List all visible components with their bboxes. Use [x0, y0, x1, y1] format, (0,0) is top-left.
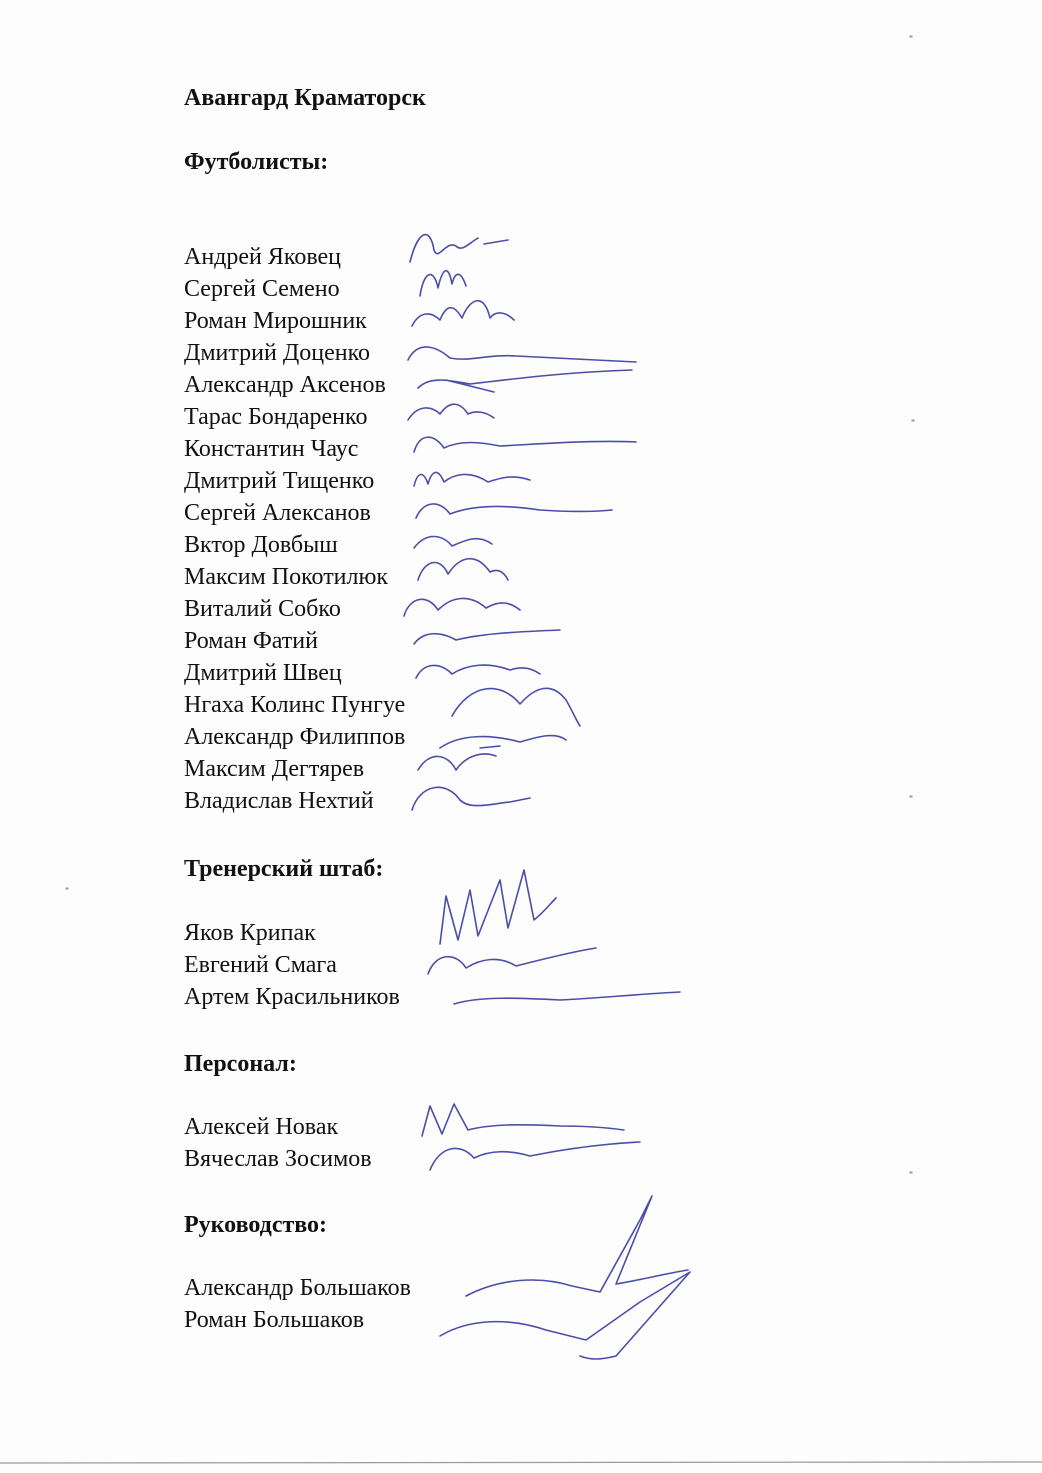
signature-18: [412, 787, 530, 810]
scan-dot: [66, 888, 68, 889]
player-name: Дмитрий Доценко: [184, 340, 371, 366]
player-name: Вктор Довбыш: [184, 532, 338, 558]
signature-5: [418, 370, 632, 392]
players-heading: Футболисты:: [184, 149, 329, 175]
scan-edge-line: [0, 1462, 1042, 1463]
player-name: Андрей Яковец: [184, 244, 342, 270]
signature-coach-3: [454, 992, 680, 1004]
coach-name: Артем Красильников: [184, 984, 400, 1010]
player-name: Виталий Собко: [184, 596, 341, 622]
scan-dot: [910, 796, 912, 797]
signature-1: [410, 235, 508, 262]
player-name: Сергей Семено: [184, 276, 340, 302]
player-name: Владислав Нехтий: [184, 788, 374, 814]
player-name: Тарас Бондаренко: [184, 404, 368, 430]
coach-name: Яков Крипак: [184, 920, 316, 946]
player-name: Роман Фатий: [184, 628, 318, 654]
management-heading: Руководство:: [184, 1212, 328, 1238]
signature-3: [412, 301, 514, 326]
management-list: [184, 1272, 411, 1336]
staff-list: [184, 1111, 372, 1175]
scan-dot: [910, 36, 912, 37]
player-name: Максим Дегтярев: [184, 756, 365, 782]
signature-16: [440, 736, 566, 748]
signature-2: [420, 271, 466, 296]
signature-8: [414, 472, 530, 486]
signature-17: [418, 746, 500, 770]
coaches-heading: Тренерский штаб:: [184, 856, 384, 882]
signature-7: [414, 437, 636, 452]
signature-10: [414, 537, 492, 549]
signature-4: [408, 347, 636, 362]
player-name: Сергей Алексанов: [184, 500, 371, 526]
player-name: Максим Покотилюк: [184, 564, 389, 590]
staff-name: Вячеслав Зосимов: [184, 1146, 372, 1172]
scan-dot: [910, 1172, 912, 1173]
signature-staff-2: [430, 1142, 640, 1170]
signature-15: [452, 688, 580, 726]
signature-14: [416, 665, 540, 678]
staff-name: Алексей Новак: [184, 1114, 339, 1140]
signature-coach-1: [440, 870, 556, 944]
signature-11: [418, 559, 508, 580]
players-list: [184, 241, 405, 817]
player-name: Александр Аксенов: [184, 372, 386, 398]
manager-name: Роман Большаков: [184, 1307, 365, 1333]
player-name: Дмитрий Тищенко: [184, 468, 375, 494]
signature-9: [416, 504, 612, 518]
signature-13: [414, 630, 560, 644]
player-name: Александр Филиппов: [184, 724, 406, 750]
signature-staff-1: [422, 1104, 624, 1136]
manager-name: Александр Большаков: [184, 1275, 411, 1301]
signature-coach-2: [428, 948, 596, 974]
signature-6: [408, 404, 494, 420]
coach-name: Евгений Смага: [184, 952, 337, 978]
player-name: Роман Мирошник: [184, 308, 367, 334]
signature-mgmt-1: [466, 1196, 688, 1296]
player-name: Дмитрий Швец: [184, 660, 342, 686]
coaches-list: [184, 917, 400, 1013]
staff-heading: Персонал:: [184, 1051, 297, 1077]
player-name: Нгаха Колинс Пунгуе: [184, 692, 406, 718]
scan-dot: [912, 420, 914, 421]
signature-12: [404, 598, 520, 616]
signature-mgmt-2: [440, 1272, 690, 1359]
document-title: Авангард Краматорск: [184, 85, 426, 111]
player-name: Константин Чаус: [184, 436, 359, 462]
